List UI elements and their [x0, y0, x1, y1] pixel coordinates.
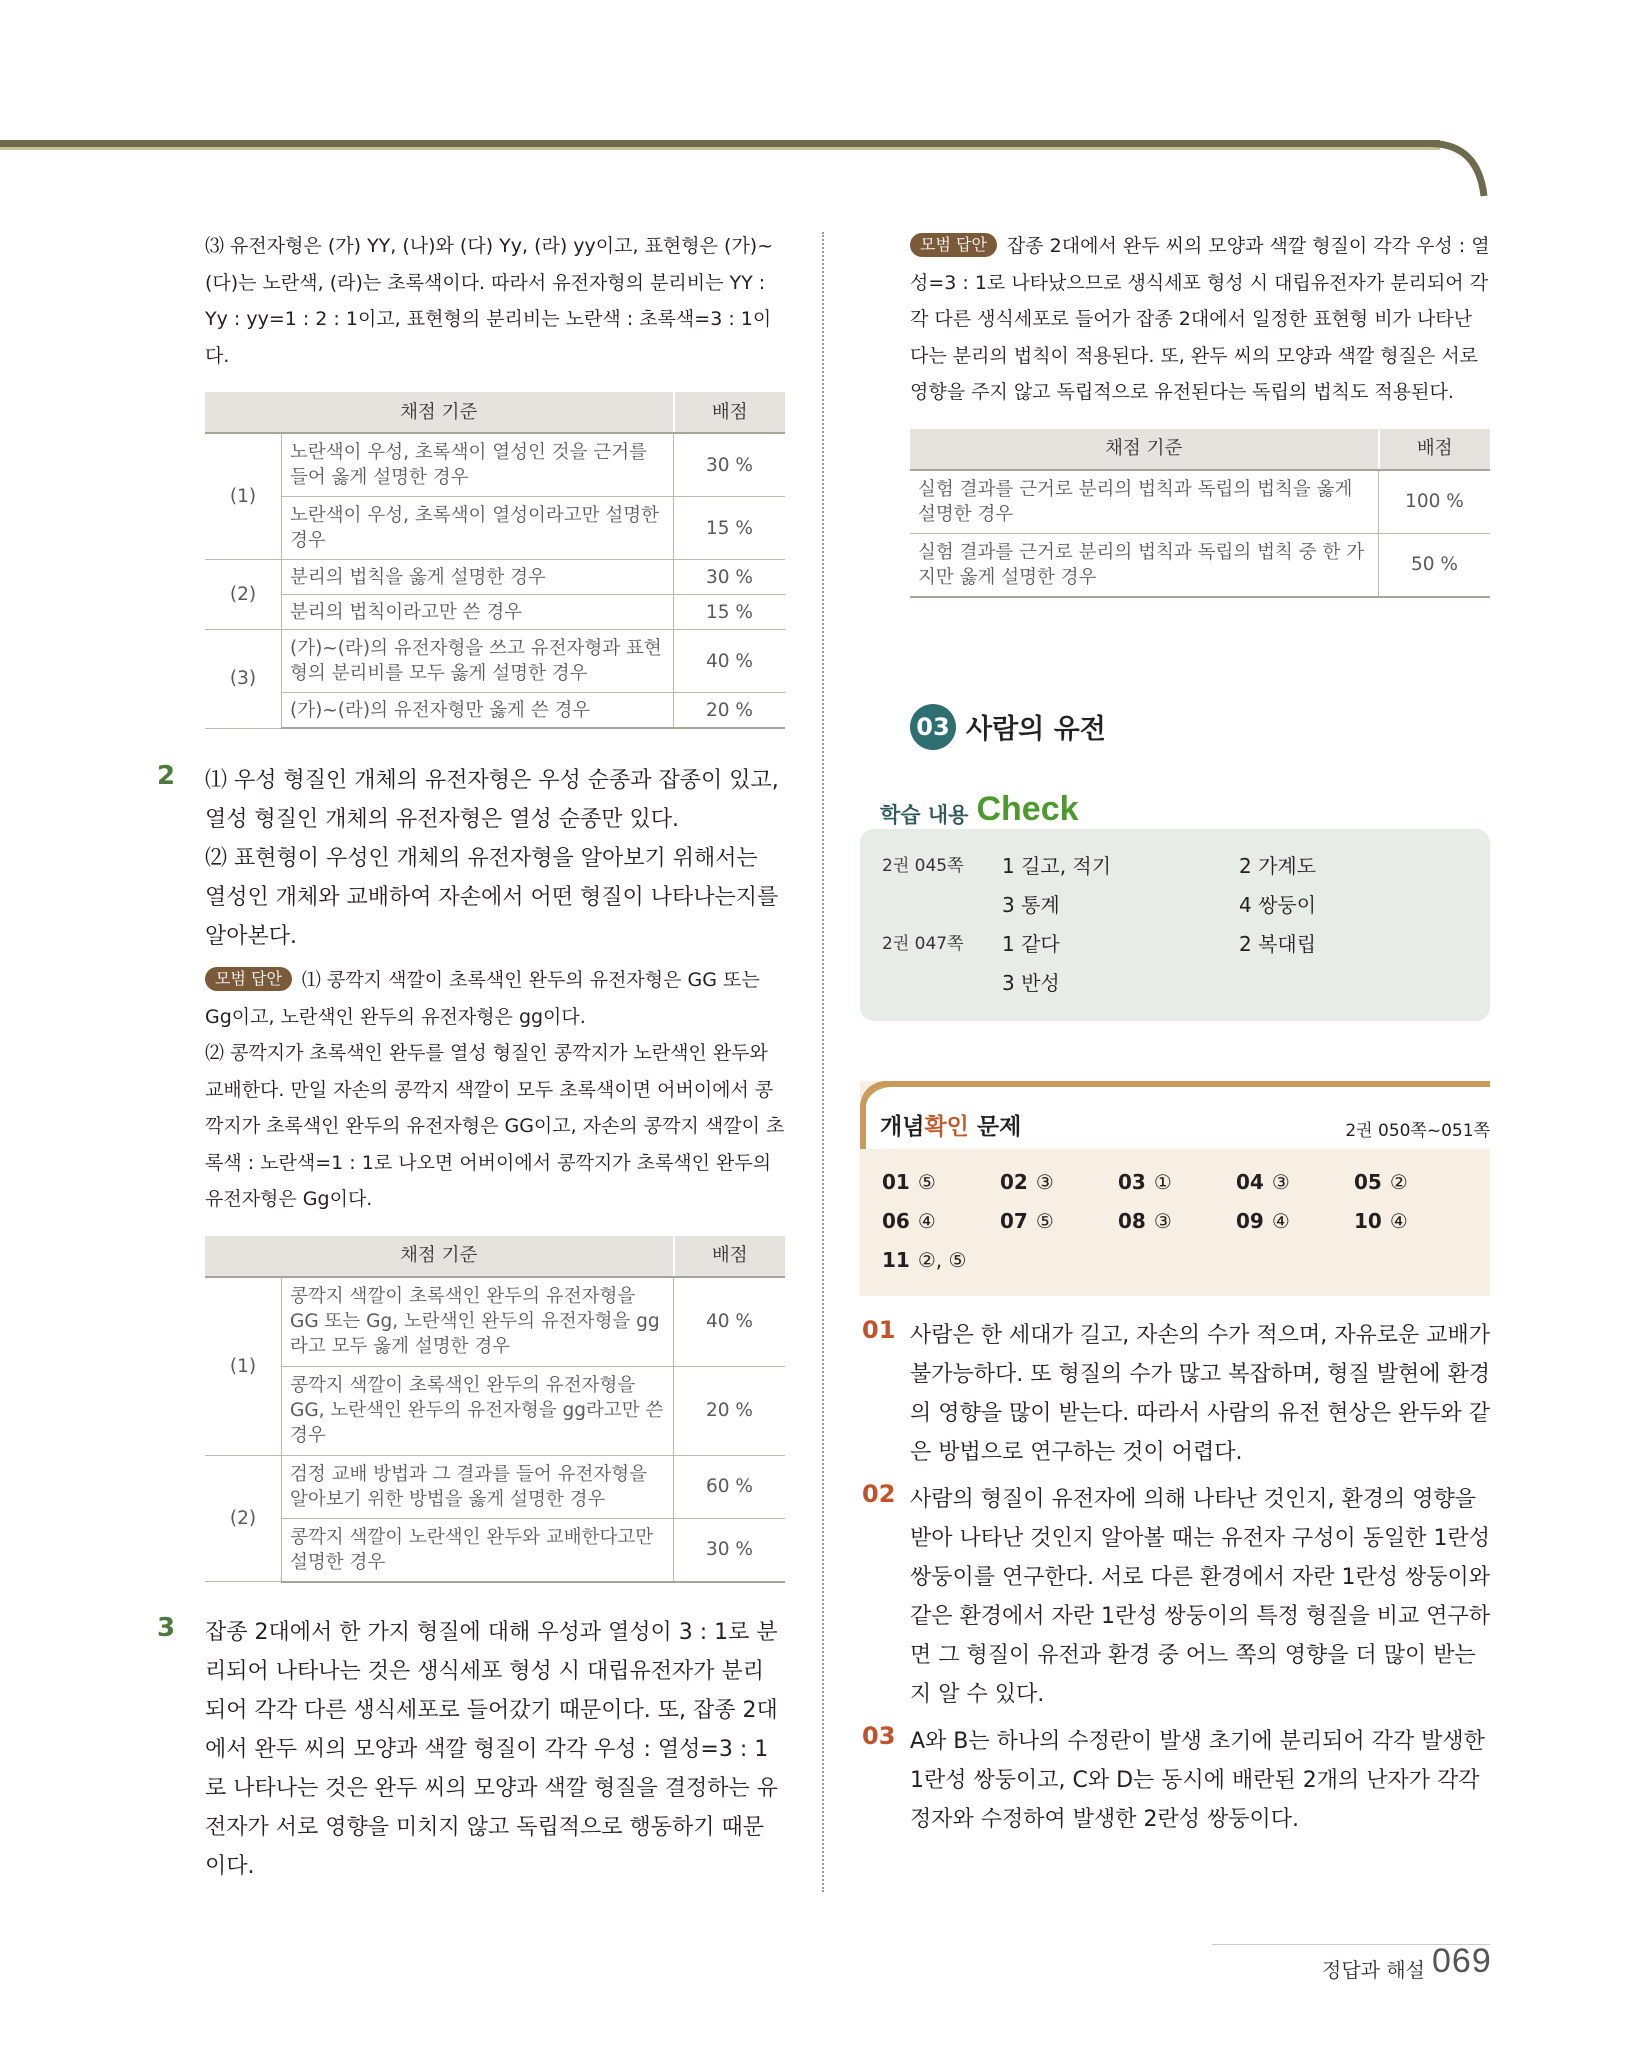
question-number: 2 — [157, 761, 176, 791]
concept-answer — [1000, 1163, 1118, 1202]
concept-check-title — [880, 1108, 1021, 1141]
answer-number: 02 — [1000, 1169, 1028, 1194]
question-3 — [157, 1612, 785, 1886]
answer-number: 01 — [882, 1169, 910, 1194]
list-item — [882, 847, 1468, 886]
answer-choice: ④ — [917, 1208, 936, 1233]
row-criteria: 노란색이 우성, 초록색이 열성인 것을 근거를 들어 옳게 설명한 경우 — [282, 433, 674, 497]
concept-answer — [882, 1202, 1000, 1241]
row-criteria: 실험 결과를 근거로 분리의 법칙과 독립의 법칙을 옳게 설명한 경우 — [910, 470, 1379, 534]
table-row — [205, 1366, 785, 1455]
question-2 — [157, 761, 785, 1218]
model-answer-badge: 모범 답안 — [205, 967, 292, 991]
table-row — [205, 693, 785, 729]
row-score: 50 % — [1379, 533, 1491, 597]
row-score: 30 % — [674, 560, 786, 595]
page-number: 069 — [1432, 1942, 1492, 1980]
explanation-number: 03 — [862, 1721, 896, 1750]
check-answer: 2 복대립 — [1239, 931, 1317, 956]
row-criteria: 실험 결과를 근거로 분리의 법칙과 독립의 법칙 중 한 가지만 옳게 설명한 경우 — [910, 533, 1379, 597]
row-index: (1) — [205, 1277, 282, 1456]
concept-answer — [1236, 1202, 1354, 1241]
table-header-score: 배점 — [674, 1236, 786, 1277]
answer-choice: ③ — [1271, 1169, 1290, 1194]
row-criteria: 분리의 법칙이라고만 쓴 경우 — [282, 595, 674, 630]
concept-title-highlight: 확인 — [924, 1113, 969, 1140]
q2-explanation-2: ⑵ 표현형이 우성인 개체의 유전자형을 알아보기 위해서는 열성인 개체와 교배하여 자손에서 어떤 형질이 나타나는지를 알아본다. — [205, 846, 779, 949]
answer-choice: ③ — [1153, 1208, 1172, 1233]
row-score: 100 % — [1379, 470, 1491, 534]
table-row — [205, 630, 785, 693]
table-header-criteria: 채점 기준 — [910, 429, 1379, 470]
check-answer: 3 통계 — [1002, 892, 1060, 917]
answer-number: 11 — [882, 1247, 910, 1272]
answer-choice: ① — [1153, 1169, 1172, 1194]
check-answer: 2 가계도 — [1239, 853, 1317, 878]
row-criteria: (가)~(라)의 유전자형을 쓰고 유전자형과 표현형의 분리비를 모두 옳게 설명한 경우 — [282, 630, 674, 693]
row-criteria: 콩깍지 색깔이 초록색인 완두의 유전자형을 GG, 노란색인 완두의 유전자형을 gg라고만 쓴 경우 — [282, 1366, 674, 1455]
concept-title-part: 문제 — [968, 1113, 1022, 1140]
row-score: 15 % — [674, 497, 786, 560]
table-row — [205, 1277, 785, 1367]
concept-answer — [1000, 1202, 1118, 1241]
table-header-score: 배점 — [674, 392, 786, 433]
check-page: 2권 045쪽 — [882, 855, 964, 876]
check-answer: 4 쌍둥이 — [1239, 892, 1317, 917]
table-row — [205, 433, 785, 497]
table-row — [205, 595, 785, 630]
table-row — [205, 1518, 785, 1582]
check-answer: 1 같다 — [1002, 931, 1060, 956]
scoring-table-2 — [205, 1236, 785, 1583]
intro-paragraph: ⑶ 유전자형은 (가) YY, (나)와 (다) Yy, (라) yy이고, 표현형은 (가)~(다)는 노란색, (라)는 초록색이다. 따라서 유전자형의 분리비는 YY : Yy : yy=1 : 2 : 1이고, 표현형의 분리비는 노란색 : 초록색=3 : 1이다. — [205, 235, 774, 367]
table-row — [205, 1455, 785, 1518]
table-header-score: 배점 — [1379, 429, 1491, 470]
row-criteria: (가)~(라)의 유전자형만 옳게 쓴 경우 — [282, 693, 674, 729]
answer-choice: ⑤ — [917, 1169, 936, 1194]
explanation-text: A와 B는 하나의 수정란이 발생 초기에 분리되어 각각 발생한 1란성 쌍둥이고, C와 D는 동시에 배란된 2개의 난자가 각각 정자와 수정하여 발생한 2란성 쌍둥이다. — [910, 1728, 1485, 1832]
scoring-table-3 — [910, 429, 1490, 598]
concept-check-pages: 2권 050쪽~051쪽 — [1345, 1120, 1490, 1141]
section-number: 03 — [910, 704, 956, 750]
row-score: 30 % — [674, 433, 786, 497]
table-row — [910, 470, 1490, 534]
check-logo: Check — [976, 789, 1079, 828]
explanation-item — [862, 1315, 1490, 1472]
row-criteria: 콩깍지 색깔이 초록색인 완두의 유전자형을 GG 또는 Gg, 노란색인 완두의 유전자형을 gg라고 모두 옳게 설명한 경우 — [282, 1277, 674, 1367]
row-score: 20 % — [674, 1366, 786, 1455]
right-column — [862, 228, 1490, 1839]
concept-answer-grid — [860, 1149, 1490, 1296]
question-number: 3 — [157, 1612, 176, 1643]
answer-number: 03 — [1118, 1169, 1146, 1194]
answer-choice: ④ — [1389, 1208, 1408, 1233]
check-label: 학습 내용 — [880, 802, 969, 827]
answer-choice: ②, ⑤ — [917, 1247, 967, 1272]
explanation-text: 사람의 형질이 유전자에 의해 나타난 것인지, 환경의 영향을 받아 나타난 것인지 알아볼 때는 유전자 구성이 동일한 1란성 쌍둥이를 연구한다. 서로 다른 환경에서 자란 1란성 쌍둥이와 같은 환경에서 자란 1란성 쌍둥이의 특정 형질을 비교 연구하면 그 형질이 유전과 환경 중 어느 쪽의 영향을 더 많이 받는지 알 수 있다. — [910, 1486, 1490, 1707]
q2-model-answer — [205, 962, 785, 1035]
table-header-criteria: 채점 기준 — [205, 1236, 674, 1277]
answer-choice: ② — [1389, 1169, 1408, 1194]
check-answer: 3 반성 — [1002, 970, 1060, 995]
concept-check-header — [860, 1081, 1490, 1149]
row-criteria: 분리의 법칙을 옳게 설명한 경우 — [282, 560, 674, 595]
answer-number: 09 — [1236, 1208, 1264, 1233]
check-box — [860, 829, 1490, 1021]
list-item — [882, 886, 1468, 925]
left-column — [157, 228, 785, 1886]
q2-answer-1: ⑴ 콩깍지 색깔이 초록색인 완두의 유전자형은 GG 또는 Gg이고, 노란색인 완두의 유전자형은 gg이다. — [205, 969, 760, 1028]
concept-answer — [1354, 1163, 1472, 1202]
table-row — [205, 560, 785, 595]
q2-answer-2: ⑵ 콩깍지가 초록색인 완두를 열성 형질인 콩깍지가 노란색인 완두와 교배한다. 만일 자손의 콩깍지 색깔이 모두 초록색이면 어버이에서 콩깍지가 초록색인 완두의 유전자형은 GG이고, 자손의 콩깍지 색깔이 초록색 : 노란색=1 : 1로 나오면 어버이에서 콩깍지가 초록색인 완두의 유전자형은 Gg이다. — [205, 1042, 785, 1210]
column-divider — [822, 232, 824, 1892]
table-row — [205, 497, 785, 560]
model-answer-paragraph — [910, 228, 1490, 411]
section-title: 사람의 유전 — [966, 714, 1106, 745]
top-accent-bar — [0, 140, 1490, 154]
answer-number: 04 — [1236, 1169, 1264, 1194]
explanation-text: 사람은 한 세대가 길고, 자손의 수가 적으며, 자유로운 교배가 불가능하다. 또 형질의 수가 많고 복잡하며, 형질 발현에 환경의 영향을 많이 받는다. 따라서 사람의 유전 현상은 완두와 같은 방법으로 연구하는 것이 어렵다. — [910, 1322, 1490, 1465]
answer-choice: ③ — [1035, 1169, 1054, 1194]
row-index: (1) — [205, 433, 282, 560]
explanation-item — [862, 1479, 1490, 1714]
concept-title-part: 개념 — [880, 1113, 925, 1140]
row-criteria: 검정 교배 방법과 그 결과를 들어 유전자형을 알아보기 위한 방법을 옳게 설명한 경우 — [282, 1455, 674, 1518]
check-answer: 1 길고, 적기 — [1002, 853, 1112, 878]
answer-number: 05 — [1354, 1169, 1382, 1194]
concept-check-box — [860, 1081, 1490, 1296]
concept-answer — [1354, 1202, 1472, 1241]
q3-explanation: 잡종 2대에서 한 가지 형질에 대해 우성과 열성이 3 : 1로 분리되어 나타나는 것은 생식세포 형성 시 대립유전자가 분리되어 각각 다른 생식세포로 들어갔기 때문이다. 또, 잡종 2대에서 완두 씨의 모양과 색깔 형질이 각각 우성 : 열성=3 : 1로 나타나는 것은 완두 씨의 모양과 색깔 형질을 결정하는 유전자가 서로 영향을 미치지 않고 독립적으로 행동하기 때문이다. — [205, 1619, 778, 1879]
model-answer-text: 잡종 2대에서 완두 씨의 모양과 색깔 형질이 각각 우성 : 열성=3 : 1로 나타났으므로 생식세포 형성 시 대립유전자가 분리되어 각각 다른 생식세포로 들어가 잡종 2대에서 일정한 표현형 비가 나타난다는 분리의 법칙이 적용된다. 또, 완두 씨의 모양과 색깔 형질은 서로 영향을 주지 않고 독립적으로 유전된다는 독립의 법칙도 적용된다. — [910, 235, 1490, 403]
check-heading — [880, 790, 1490, 829]
section-heading — [910, 704, 1490, 750]
concept-answer — [1236, 1163, 1354, 1202]
explanation-item — [862, 1721, 1490, 1839]
row-score: 15 % — [674, 595, 786, 630]
table-header-criteria: 채점 기준 — [205, 392, 674, 433]
row-score: 40 % — [674, 630, 786, 693]
answer-number: 10 — [1354, 1208, 1382, 1233]
check-page — [882, 886, 1002, 925]
explanation-number: 01 — [862, 1315, 896, 1344]
list-item — [882, 925, 1468, 964]
concept-answer — [882, 1163, 1000, 1202]
concept-answer — [1118, 1163, 1236, 1202]
footer-label: 정답과 해설 — [1322, 1958, 1425, 1982]
explanation-number: 02 — [862, 1479, 896, 1508]
list-item — [882, 964, 1468, 1003]
row-index: (2) — [205, 1455, 282, 1582]
model-answer-badge: 모범 답안 — [910, 233, 997, 257]
row-score: 20 % — [674, 693, 786, 729]
check-page: 2권 047쪽 — [882, 933, 964, 954]
row-score: 60 % — [674, 1455, 786, 1518]
explanation-list — [862, 1315, 1490, 1839]
row-criteria: 노란색이 우성, 초록색이 열성이라고만 설명한 경우 — [282, 497, 674, 560]
check-page — [882, 964, 1002, 1003]
concept-answer — [1118, 1202, 1236, 1241]
scoring-table-1 — [205, 392, 785, 729]
answer-number: 07 — [1000, 1208, 1028, 1233]
row-index: (2) — [205, 560, 282, 630]
answer-choice: ④ — [1271, 1208, 1290, 1233]
q2-explanation-1: ⑴ 우성 형질인 개체의 유전자형은 우성 순종과 잡종이 있고, 열성 형질인 개체의 유전자형은 열성 순종만 있다. — [205, 768, 779, 832]
top-accent-bar-curve — [1400, 140, 1490, 200]
row-score: 30 % — [674, 1518, 786, 1582]
concept-answer — [882, 1241, 1000, 1280]
answer-number: 06 — [882, 1208, 910, 1233]
row-index: (3) — [205, 630, 282, 729]
table-row — [910, 533, 1490, 597]
row-criteria: 콩깍지 색깔이 노란색인 완두와 교배한다고만 설명한 경우 — [282, 1518, 674, 1582]
answer-choice: ⑤ — [1035, 1208, 1054, 1233]
answer-number: 08 — [1118, 1208, 1146, 1233]
row-score: 40 % — [674, 1277, 786, 1367]
